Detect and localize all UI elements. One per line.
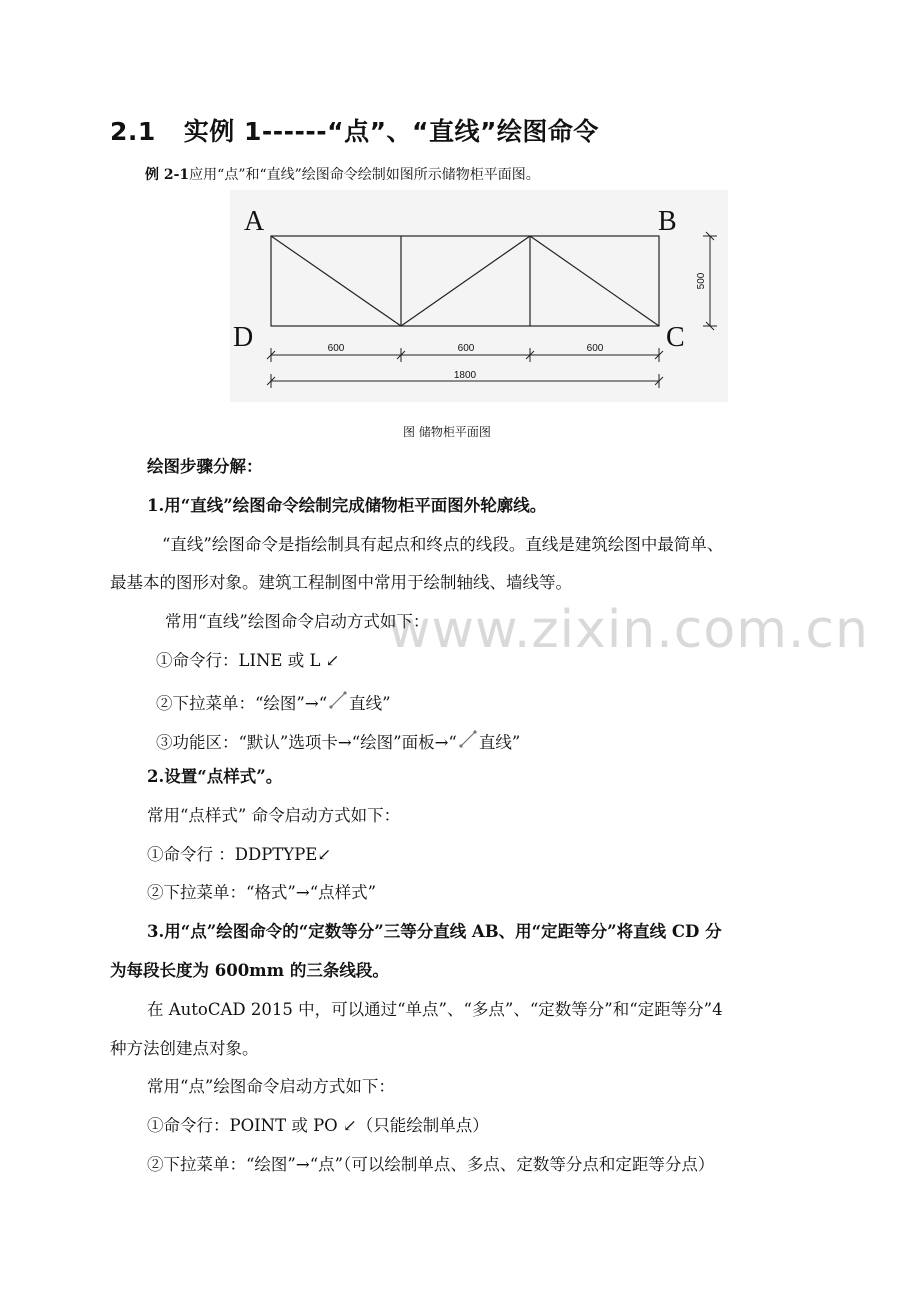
step1-method2-pre: ②下拉菜单：“绘图”→“ (156, 694, 328, 713)
step1-method2-post: 直线” (349, 694, 391, 713)
example-text: 应用“点”和“直线”绘图命令绘制如图所示储物柜平面图。 (189, 167, 540, 183)
step1-method2 (156, 689, 391, 714)
step3-desc-line1: 在 AutoCAD 2015 中，可以通过“单点”、“多点”、“定数等分”和“定距等分”4 (147, 1000, 723, 1019)
step3-method1: ①命令行：POINT 或 PO ↙（只能绘制单点） (147, 1116, 489, 1135)
figure-background (230, 190, 728, 402)
watermark: www.zixin.com.cn (388, 600, 869, 660)
step2-title: 2.设置“点样式”。 (147, 767, 283, 786)
steps-title: 绘图步骤分解： (147, 457, 263, 476)
line-tool-icon (457, 728, 479, 750)
step1-method3 (156, 728, 520, 753)
example-label: 例 2-1 (145, 167, 190, 183)
dim-label-height: 500 (696, 272, 707, 290)
step3-methods-intro: 常用“点”绘图命令启动方式如下： (147, 1077, 395, 1096)
dim-label-seg3: 600 (586, 343, 604, 354)
cabinet-plan-figure (230, 190, 728, 402)
step3-title-line2: 为每段长度为 600mm 的三条线段。 (110, 961, 389, 980)
step1-methods-intro: 常用“直线”绘图命令启动方式如下： (165, 612, 430, 631)
line-tool-icon (327, 689, 349, 711)
example-intro (145, 164, 540, 184)
step1-method1: ①命令行：LINE 或 L ↙ (156, 651, 340, 670)
point-label-c: C (666, 322, 685, 353)
section-number: 2.1 (110, 117, 156, 146)
point-label-b: B (658, 206, 677, 237)
point-label-a: A (244, 206, 265, 237)
dim-label-seg1: 600 (327, 343, 345, 354)
dim-label-seg2: 600 (457, 343, 475, 354)
section-heading (110, 112, 599, 148)
dim-label-total: 1800 (453, 370, 477, 381)
step1-title: 1.用“直线”绘图命令绘制完成储物柜平面图外轮廓线。 (147, 496, 547, 515)
step1-desc-line1: “直线”绘图命令是指绘制具有起点和终点的线段。直线是建筑绘图中最简单、 (162, 535, 724, 554)
step1-method3-pre: ③功能区：“默认”选项卡→“绘图”面板→“ (156, 733, 457, 752)
step2-method1: ①命令行 ：DDPTYPE↙ (147, 845, 332, 864)
step1-desc-line2: 最基本的图形对象。建筑工程制图中常用于绘制轴线、墙线等。 (110, 573, 572, 592)
figure-caption: 图 储物柜平面图 (403, 425, 491, 439)
step2-method2: ②下拉菜单：“格式”→“点样式” (147, 883, 377, 902)
step2-methods-intro: 常用“点样式” 命令启动方式如下： (147, 806, 401, 825)
section-title: 实例 1------“点”、“直线”绘图命令 (183, 117, 599, 146)
step3-desc-line2: 种方法创建点对象。 (110, 1039, 259, 1058)
step1-method3-post: 直线” (478, 733, 521, 752)
point-label-d: D (233, 322, 254, 353)
step3-title-line1: 3.用“点”绘图命令的“定数等分”三等分直线 AB、用“定距等分”将直线 CD 分 (147, 922, 722, 941)
step3-method2: ②下拉菜单：“绘图”→“点”（可以绘制单点、多点、定数等分点和定距等分点） (147, 1155, 715, 1174)
